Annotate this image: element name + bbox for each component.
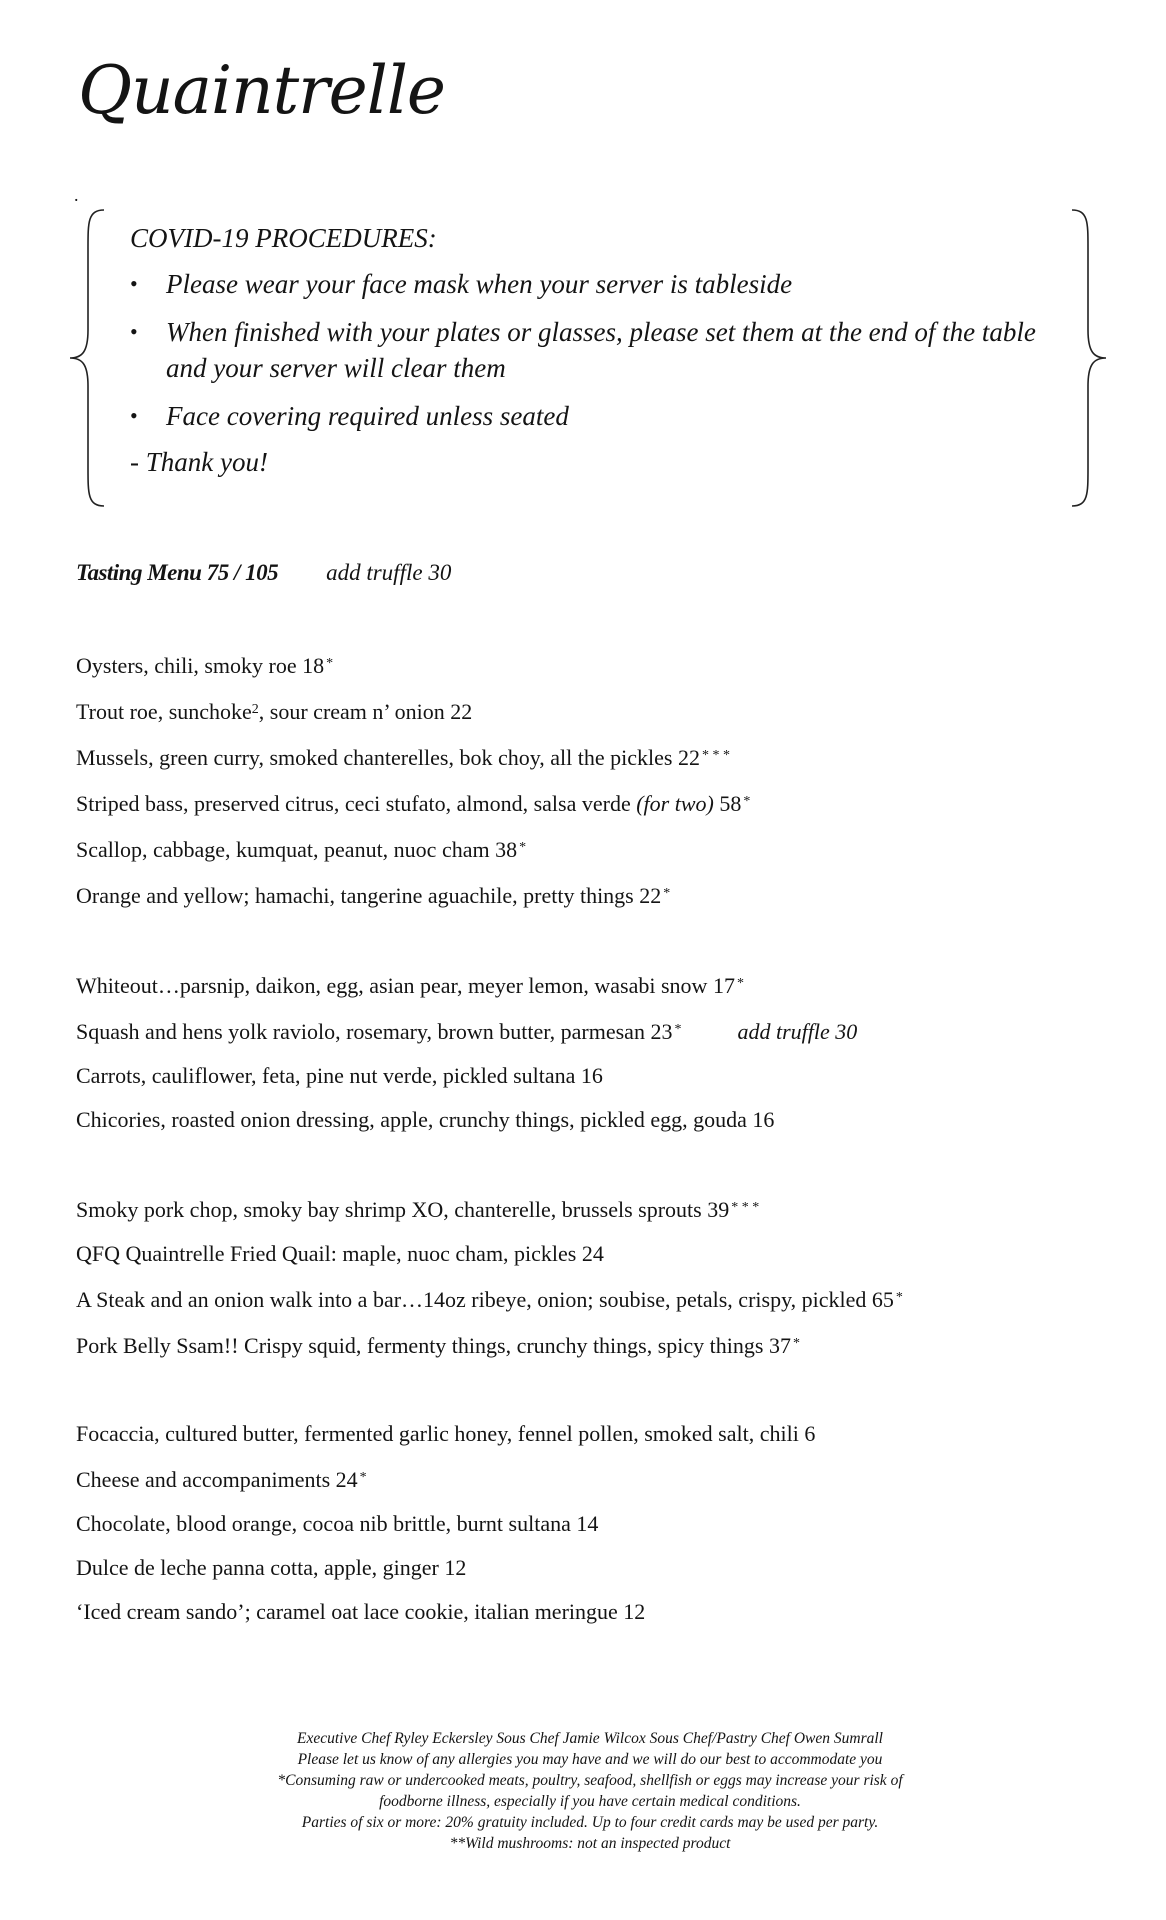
footnote-mark: * — [792, 1336, 800, 1351]
menu-section-4 — [76, 1412, 1096, 1634]
menu-item — [76, 688, 1096, 734]
bullet-icon: • — [130, 319, 138, 344]
menu-item-price: 58 — [713, 791, 742, 816]
menu-item — [76, 1546, 1096, 1590]
menu-item-text: Focaccia, cultured butter, fermented garlic honey, fennel pollen, smoked salt, chili 6 — [76, 1421, 816, 1446]
covid-item — [130, 266, 1060, 302]
menu-item — [76, 1098, 1096, 1142]
menu-item-text-tail: , sour cream n’ onion 22 — [258, 699, 473, 724]
covid-item-text: Please wear your face mask when your server is tableside — [166, 269, 793, 299]
menu-item — [76, 1502, 1096, 1546]
footnote-mark: * — [326, 656, 334, 671]
footer-raw-warning-cont: foodborne illness, especially if you have certain medical conditions. — [379, 1793, 801, 1810]
menu-list — [76, 642, 1096, 1678]
menu-item-text: Chocolate, blood orange, cocoa nib brittle, burnt sultana 14 — [76, 1511, 599, 1536]
footnote-mark: * — [743, 794, 751, 809]
menu-item-text: Pork Belly Ssam!! Crispy squid, fermenty things, crunchy things, spicy things 37 — [76, 1333, 791, 1358]
menu-item-text: Cheese and accompaniments 24 — [76, 1467, 358, 1492]
covid-item-text: Face covering required unless seated — [166, 401, 569, 431]
footer-allergies: Please let us know of any allergies you may have and we will do our best to accommodate you — [297, 1751, 883, 1768]
footer-raw-warning: *Consuming raw or undercooked meats, poultry, seafood, shellfish or eggs may increase your risk of — [277, 1772, 903, 1789]
restaurant-logo-title: Quaintrelle — [78, 52, 445, 129]
menu-item — [76, 642, 1096, 688]
covid-procedures-box — [130, 220, 1060, 480]
menu-item-note: (for two) — [636, 791, 714, 816]
menu-item-text: QFQ Quaintrelle Fried Quail: maple, nuoc cham, pickles 24 — [76, 1241, 604, 1266]
menu-item-text: Striped bass, preserved citrus, ceci stufato, almond, salsa verde — [76, 791, 637, 816]
menu-item-text: Orange and yellow; hamachi, tangerine aguachile, pretty things 22 — [76, 883, 662, 908]
menu-item — [76, 1054, 1096, 1098]
menu-item — [76, 1232, 1096, 1276]
footnote-mark: * — [359, 1470, 367, 1485]
right-brace — [1070, 208, 1110, 508]
menu-item — [76, 1186, 1096, 1232]
menu-section-3 — [76, 1186, 1096, 1368]
footnote-mark: * — [736, 976, 744, 991]
menu-section-2 — [76, 962, 1096, 1142]
covid-heading: COVID-19 PROCEDURES: — [130, 223, 437, 253]
menu-item — [76, 962, 1096, 1008]
tasting-menu-line — [76, 558, 451, 588]
menu-item-text: Dulce de leche panna cotta, apple, ginger 12 — [76, 1555, 467, 1580]
menu-item-text: Trout roe, sunchoke — [76, 699, 252, 724]
footnote-mark: * * * — [701, 748, 730, 763]
tasting-menu-label: Tasting Menu 75 / 105 — [76, 560, 279, 585]
tasting-truffle-addon: add truffle 30 — [326, 560, 452, 585]
footnote-mark: * — [663, 886, 671, 901]
menu-item — [76, 1412, 1096, 1456]
menu-section-1 — [76, 642, 1096, 918]
covid-item-text: When finished with your plates or glasses, please set them at the end of the table and your server will clear them — [166, 317, 1036, 383]
footnote-mark: * — [674, 1022, 682, 1037]
footnote-mark: * — [895, 1290, 903, 1305]
menu-item-text: A Steak and an onion walk into a bar…14oz ribeye, onion; soubise, petals, crispy, pickled 65 — [76, 1287, 894, 1312]
menu-item-text: Squash and hens yolk raviolo, rosemary, brown butter, parmesan 23 — [76, 1019, 673, 1044]
stray-dot: . — [74, 185, 79, 205]
footnote-mark: * — [519, 840, 527, 855]
covid-item — [130, 398, 1060, 434]
menu-item-text: ‘Iced cream sando’; caramel oat lace cookie, italian meringue 12 — [76, 1599, 646, 1624]
menu-item — [76, 1590, 1096, 1634]
covid-list — [130, 266, 1060, 434]
menu-item — [76, 1456, 1096, 1502]
menu-item — [76, 1276, 1096, 1322]
bullet-icon: • — [130, 403, 138, 428]
bullet-icon: • — [130, 271, 138, 296]
menu-footer — [190, 1728, 990, 1854]
footer-mushrooms: **Wild mushrooms: not an inspected product — [449, 1835, 731, 1852]
footnote-mark: * * * — [731, 1200, 760, 1215]
footer-chefs: Executive Chef Ryley Eckersley Sous Chef Jamie Wilcox Sous Chef/Pastry Chef Owen Sumrall — [297, 1730, 883, 1747]
menu-item-text: Carrots, cauliflower, feta, pine nut verde, pickled sultana 16 — [76, 1063, 603, 1088]
menu-item-text: Oysters, chili, smoky roe 18 — [76, 653, 325, 678]
menu-item-text: Scallop, cabbage, kumquat, peanut, nuoc cham 38 — [76, 837, 518, 862]
menu-item — [76, 1322, 1096, 1368]
menu-item — [76, 1008, 1096, 1054]
menu-item — [76, 734, 1096, 780]
menu-item-text: Whiteout…parsnip, daikon, egg, asian pear, meyer lemon, wasabi snow 17 — [76, 973, 735, 998]
truffle-addon: add truffle 30 — [737, 1019, 858, 1044]
menu-item — [76, 872, 1096, 918]
footer-gratuity: Parties of six or more: 20% gratuity included. Up to four credit cards may be used per party. — [301, 1814, 879, 1831]
covid-closing: - Thank you! — [130, 447, 268, 477]
menu-item-text: Mussels, green curry, smoked chanterelles, bok choy, all the pickles 22 — [76, 745, 700, 770]
left-brace — [66, 208, 106, 508]
covid-item — [130, 314, 1060, 386]
superscript-two: 2 — [251, 702, 259, 717]
menu-item-text: Chicories, roasted onion dressing, apple, crunchy things, pickled egg, gouda 16 — [76, 1107, 775, 1132]
menu-item — [76, 826, 1096, 872]
menu-item — [76, 780, 1096, 826]
menu-item-text: Smoky pork chop, smoky bay shrimp XO, chanterelle, brussels sprouts 39 — [76, 1197, 730, 1222]
